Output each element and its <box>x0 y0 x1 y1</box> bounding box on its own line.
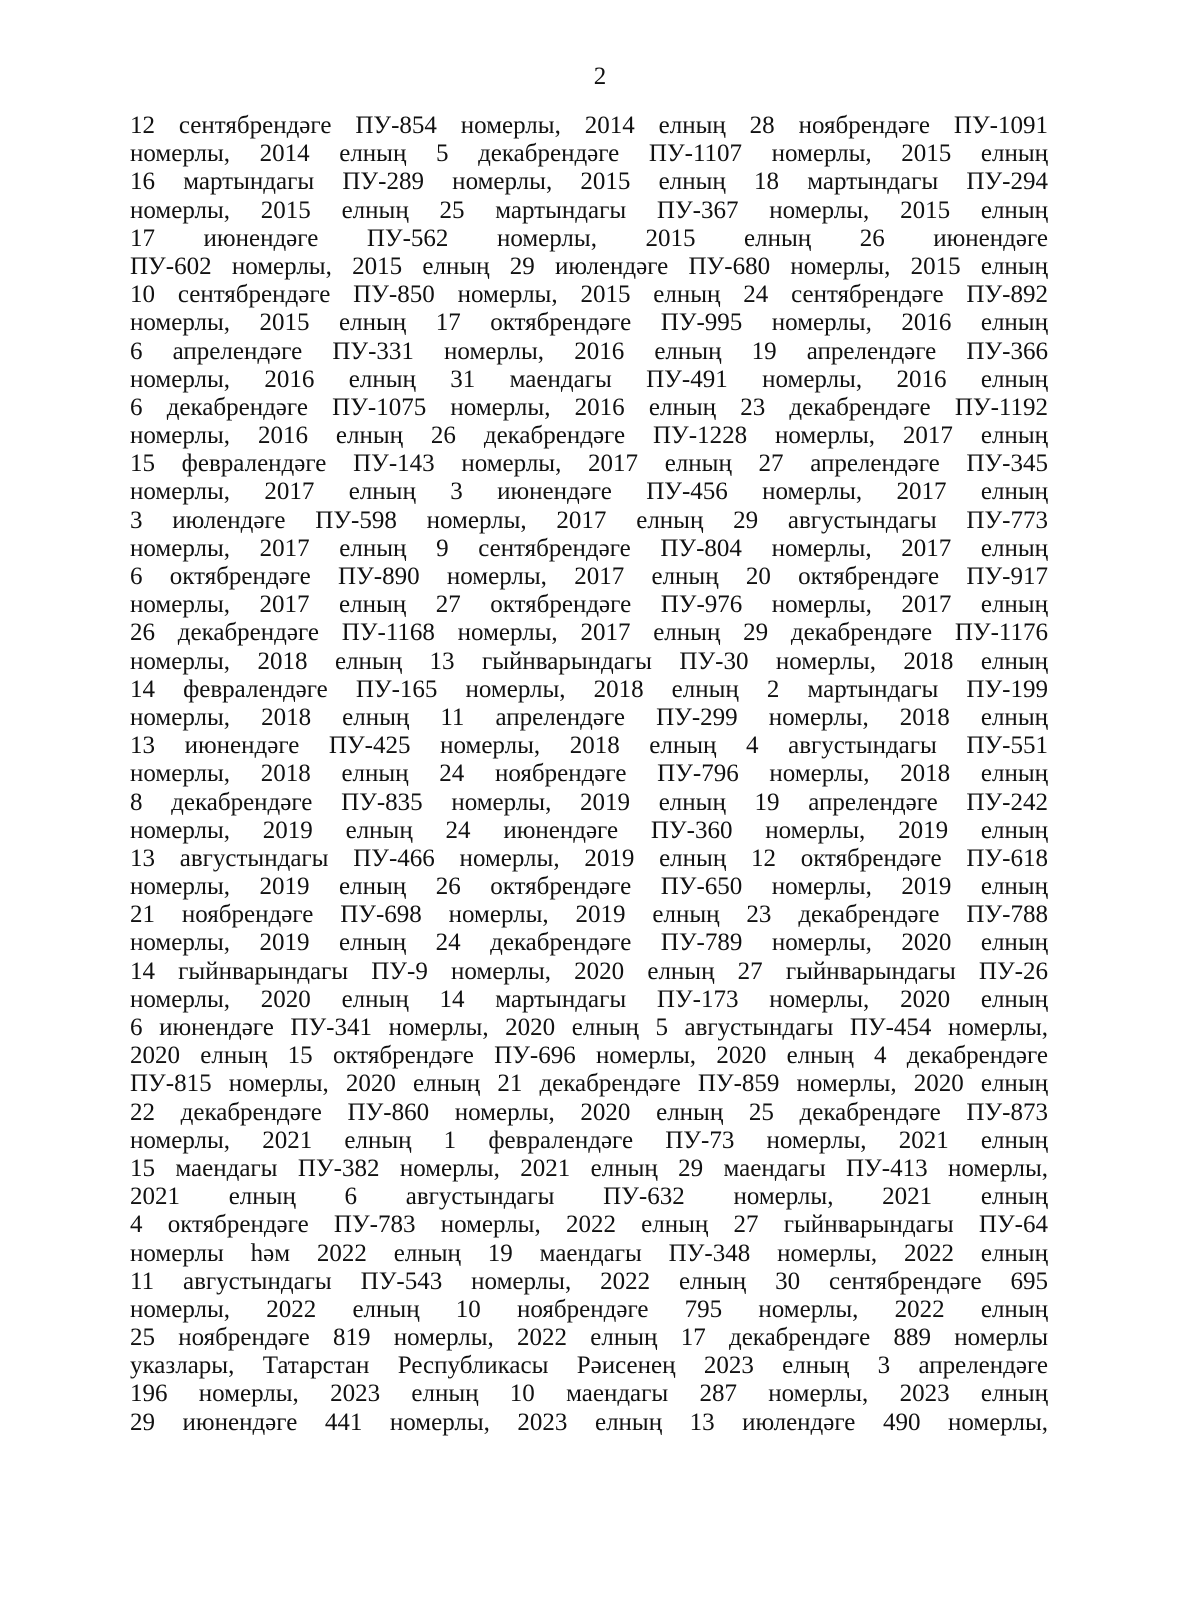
text-line: 6 декабрендәге ПУ-1075 номерлы, 2016 елның 23 декабрендәге ПУ-1192 <box>130 393 1048 421</box>
text-line: 22 декабрендәге ПУ-860 номерлы, 2020 елның 25 декабрендәге ПУ-873 <box>130 1098 1048 1126</box>
text-line: номерлы, 2016 елның 26 декабрендәге ПУ-1228 номерлы, 2017 елның <box>130 422 1048 450</box>
body-text <box>130 112 1048 1437</box>
text-line: 21 ноябрендәге ПУ-698 номерлы, 2019 елның 23 декабрендәге ПУ-788 <box>130 901 1048 929</box>
text-line: номерлы, 2016 елның 31 маендагы ПУ-491 номерлы, 2016 елның <box>130 365 1048 393</box>
text-line: номерлы, 2022 елның 10 ноябрендәге 795 номерлы, 2022 елның <box>130 1295 1048 1323</box>
text-line: номерлы, 2019 елның 24 декабрендәге ПУ-789 номерлы, 2020 елның <box>130 929 1048 957</box>
text-line: номерлы, 2015 елның 17 октябрендәге ПУ-995 номерлы, 2016 елның <box>130 309 1048 337</box>
text-line: 8 декабрендәге ПУ-835 номерлы, 2019 елның 19 апрелендәге ПУ-242 <box>130 788 1048 816</box>
text-line: номерлы, 2018 елның 13 гыйнварындагы ПУ-30 номерлы, 2018 елның <box>130 647 1048 675</box>
text-line: 2021 елның 6 августындагы ПУ-632 номерлы, 2021 елның <box>130 1183 1048 1211</box>
text-line: 14 февралендәге ПУ-165 номерлы, 2018 елның 2 мартындагы ПУ-199 <box>130 675 1048 703</box>
text-line: 2020 елның 15 октябрендәге ПУ-696 номерлы, 2020 елның 4 декабрендәге <box>130 1042 1048 1070</box>
text-line: 6 июнендәге ПУ-341 номерлы, 2020 елның 5 августындагы ПУ-454 номерлы, <box>130 1014 1048 1041</box>
text-line: номерлы, 2020 елның 14 мартындагы ПУ-173 номерлы, 2020 елның <box>130 985 1048 1013</box>
text-line: 26 декабрендәге ПУ-1168 номерлы, 2017 елның 29 декабрендәге ПУ-1176 <box>130 619 1048 647</box>
text-line: 10 сентябрендәге ПУ-850 номерлы, 2015 елның 24 сентябрендәге ПУ-892 <box>130 281 1048 309</box>
text-line: 16 мартындагы ПУ-289 номерлы, 2015 елның 18 мартындагы ПУ-294 <box>130 168 1048 196</box>
text-line: 6 октябрендәге ПУ-890 номерлы, 2017 елның 20 октябрендәге ПУ-917 <box>130 563 1048 590</box>
text-line: 13 августындагы ПУ-466 номерлы, 2019 елның 12 октябрендәге ПУ-618 <box>130 844 1048 872</box>
text-line: номерлы, 2017 елның 3 июнендәге ПУ-456 номерлы, 2017 елның <box>130 478 1048 506</box>
text-line: номерлы һәм 2022 елның 19 маендагы ПУ-348 номерлы, 2022 елның <box>130 1239 1048 1267</box>
text-line: номерлы, 2017 елның 27 октябрендәге ПУ-976 номерлы, 2017 елның <box>130 591 1048 619</box>
text-line: номерлы, 2019 елның 24 июнендәге ПУ-360 номерлы, 2019 елның <box>130 816 1048 844</box>
page-number: 2 <box>593 63 607 90</box>
text-line: номерлы, 2019 елның 26 октябрендәге ПУ-650 номерлы, 2019 елның <box>130 873 1048 901</box>
text-line: номерлы, 2014 елның 5 декабрендәге ПУ-1107 номерлы, 2015 елның <box>130 140 1048 168</box>
text-line: номерлы, 2021 елның 1 февралендәге ПУ-73 номерлы, 2021 елның <box>130 1126 1048 1154</box>
text-line: 15 февралендәге ПУ-143 номерлы, 2017 елның 27 апрелендәге ПУ-345 <box>130 450 1048 478</box>
text-line: 196 номерлы, 2023 елның 10 маендагы 287 номерлы, 2023 елның <box>130 1380 1048 1408</box>
text-line: 12 сентябрендәге ПУ-854 номерлы, 2014 елның 28 ноябрендәге ПУ-1091 <box>130 112 1048 139</box>
text-line: 25 ноябрендәге 819 номерлы, 2022 елның 17 декабрендәге 889 номерлы <box>130 1324 1048 1352</box>
text-line: номерлы, 2017 елның 9 сентябрендәге ПУ-804 номерлы, 2017 елның <box>130 534 1048 562</box>
text-line: 17 июнендәге ПУ-562 номерлы, 2015 елның 26 июнендәге <box>130 224 1048 252</box>
text-line: 29 июнендәге 441 номерлы, 2023 елның 13 июлендәге 490 номерлы, <box>130 1408 1048 1436</box>
text-line: 15 маендагы ПУ-382 номерлы, 2021 елның 29 маендагы ПУ-413 номерлы, <box>130 1154 1048 1182</box>
text-line: ПУ-602 номерлы, 2015 елның 29 июлендәге ПУ-680 номерлы, 2015 елның <box>130 252 1048 280</box>
text-line: указлары, Татарстан Республикасы Рәисенең 2023 елның 3 апрелендәге <box>130 1352 1048 1380</box>
text-line: 4 октябрендәге ПУ-783 номерлы, 2022 елның 27 гыйнварындагы ПУ-64 <box>130 1211 1048 1239</box>
text-line: ПУ-815 номерлы, 2020 елның 21 декабрендәге ПУ-859 номерлы, 2020 елның <box>130 1070 1048 1098</box>
text-line: номерлы, 2018 елның 24 ноябрендәге ПУ-796 номерлы, 2018 елның <box>130 760 1048 788</box>
text-line: 6 апрелендәге ПУ-331 номерлы, 2016 елның 19 апрелендәге ПУ-366 <box>130 337 1048 365</box>
text-line: 13 июнендәге ПУ-425 номерлы, 2018 елның 4 августындагы ПУ-551 <box>130 732 1048 760</box>
text-line: 14 гыйнварындагы ПУ-9 номерлы, 2020 елның 27 гыйнварындагы ПУ-26 <box>130 957 1048 985</box>
text-line: номерлы, 2015 елның 25 мартындагы ПУ-367 номерлы, 2015 елның <box>130 196 1048 224</box>
text-line: номерлы, 2018 елның 11 апрелендәге ПУ-299 номерлы, 2018 елның <box>130 703 1048 731</box>
text-line: 3 июлендәге ПУ-598 номерлы, 2017 елның 29 августындагы ПУ-773 <box>130 506 1048 534</box>
text-line: 11 августындагы ПУ-543 номерлы, 2022 елның 30 сентябрендәге 695 <box>130 1267 1048 1295</box>
